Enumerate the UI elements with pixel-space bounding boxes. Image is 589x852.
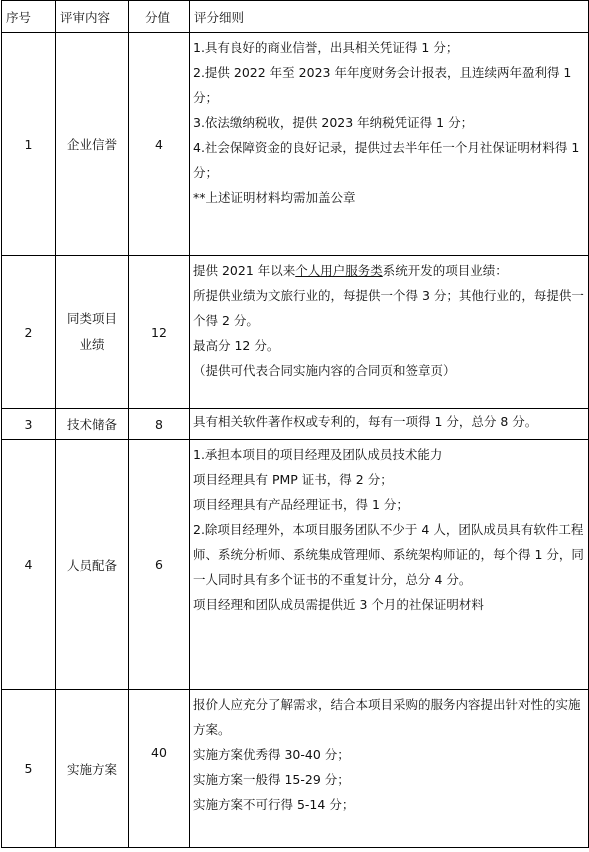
table-row: [2, 440, 589, 690]
detail-line: [193, 258, 586, 283]
detail-line: 报价人应充分了解需求，结合本项目采购的服务内容提出针对性的实施方案。: [193, 697, 581, 737]
detail-line: 2.除项目经理外，本项目服务团队不少于 4 人，团队成员具有软件工程师、系统分析师、系统集成管理师、系统架构师证的，每个得 1 分，同一人同时具有多个证书的不重复计分，总分 4 分。: [193, 522, 584, 587]
row-item: 人员配备: [56, 440, 129, 690]
header-no: 序号: [2, 1, 56, 33]
detail-line: 项目经理具有产品经理证书，得 1 分；: [193, 497, 409, 512]
row-no: 1: [2, 33, 56, 256]
detail-line: 实施方案优秀得 30-40 分；: [193, 747, 350, 762]
detail-line: **上述证明材料均需加盖公章: [193, 190, 356, 205]
table-row: [2, 690, 589, 848]
scoring-table: [1, 0, 589, 848]
detail-line: 项目经理具有 PMP 证书，得 2 分；: [193, 472, 393, 487]
row-score: [129, 690, 190, 848]
row-details: [190, 440, 589, 690]
header-item: 评审内容: [56, 1, 129, 33]
row-score: 4: [129, 33, 190, 256]
detail-line: 4.社会保障资金的良好记录，提供过去半年任一个月社保证明材料得 1 分；: [193, 140, 580, 180]
header-row: [2, 1, 589, 33]
row-item: 技术储备: [56, 409, 129, 440]
row-score: 12: [129, 256, 190, 409]
detail-line: 所提供业绩为文旅行业的，每提供一个得 3 分；其他行业的，每提供一个得 2 分。: [193, 288, 584, 328]
detail-line: 1.具有良好的商业信誉，出具相关凭证得 1 分；: [193, 40, 459, 55]
row-score: 8: [129, 409, 190, 440]
row-no: 5: [2, 690, 56, 848]
detail-underlined: 个人用户服务类: [295, 263, 383, 278]
detail-suffix: 系统开发的项目业绩：: [382, 263, 508, 278]
row-details: [190, 256, 589, 409]
detail-line: 3.依法缴纳税收，提供 2023 年纳税凭证得 1 分；: [193, 115, 474, 130]
row-item: 同类项目业绩: [56, 256, 129, 409]
detail-line: 2.提供 2022 年至 2023 年年度财务会计报表，且连续两年盈利得 1 分；: [193, 65, 572, 105]
detail-line: 实施方案不可行得 5-14 分；: [193, 797, 355, 812]
row-score: 6: [129, 440, 190, 690]
table-row: [2, 256, 589, 409]
row-item: 实施方案: [56, 690, 129, 848]
row-no: 2: [2, 256, 56, 409]
detail-line: 具有相关软件著作权或专利的，每有一项得 1 分，总分 8 分。: [193, 414, 538, 429]
row-details: [190, 409, 589, 440]
detail-line: 项目经理和团队成员需提供近 3 个月的社保证明材料: [193, 597, 484, 612]
row-no: 3: [2, 409, 56, 440]
header-score: 分值: [129, 1, 190, 33]
detail-line: （提供可代表合同实施内容的合同页和签章页）: [193, 363, 456, 378]
header-details: 评分细则: [190, 1, 589, 33]
row-item: 企业信誉: [56, 33, 129, 256]
detail-line: 1.承担本项目的项目经理及团队成员技术能力: [193, 447, 443, 462]
detail-prefix: 提供 2021 年以来: [193, 263, 296, 278]
row-no: 4: [2, 440, 56, 690]
table-row: [2, 33, 589, 256]
row-details: [190, 33, 589, 256]
detail-line: 最高分 12 分。: [193, 338, 280, 353]
row-details: [190, 690, 589, 848]
detail-line: 实施方案一般得 15-29 分；: [193, 772, 350, 787]
table-row: [2, 409, 589, 440]
row-score-value: 40: [151, 745, 167, 760]
